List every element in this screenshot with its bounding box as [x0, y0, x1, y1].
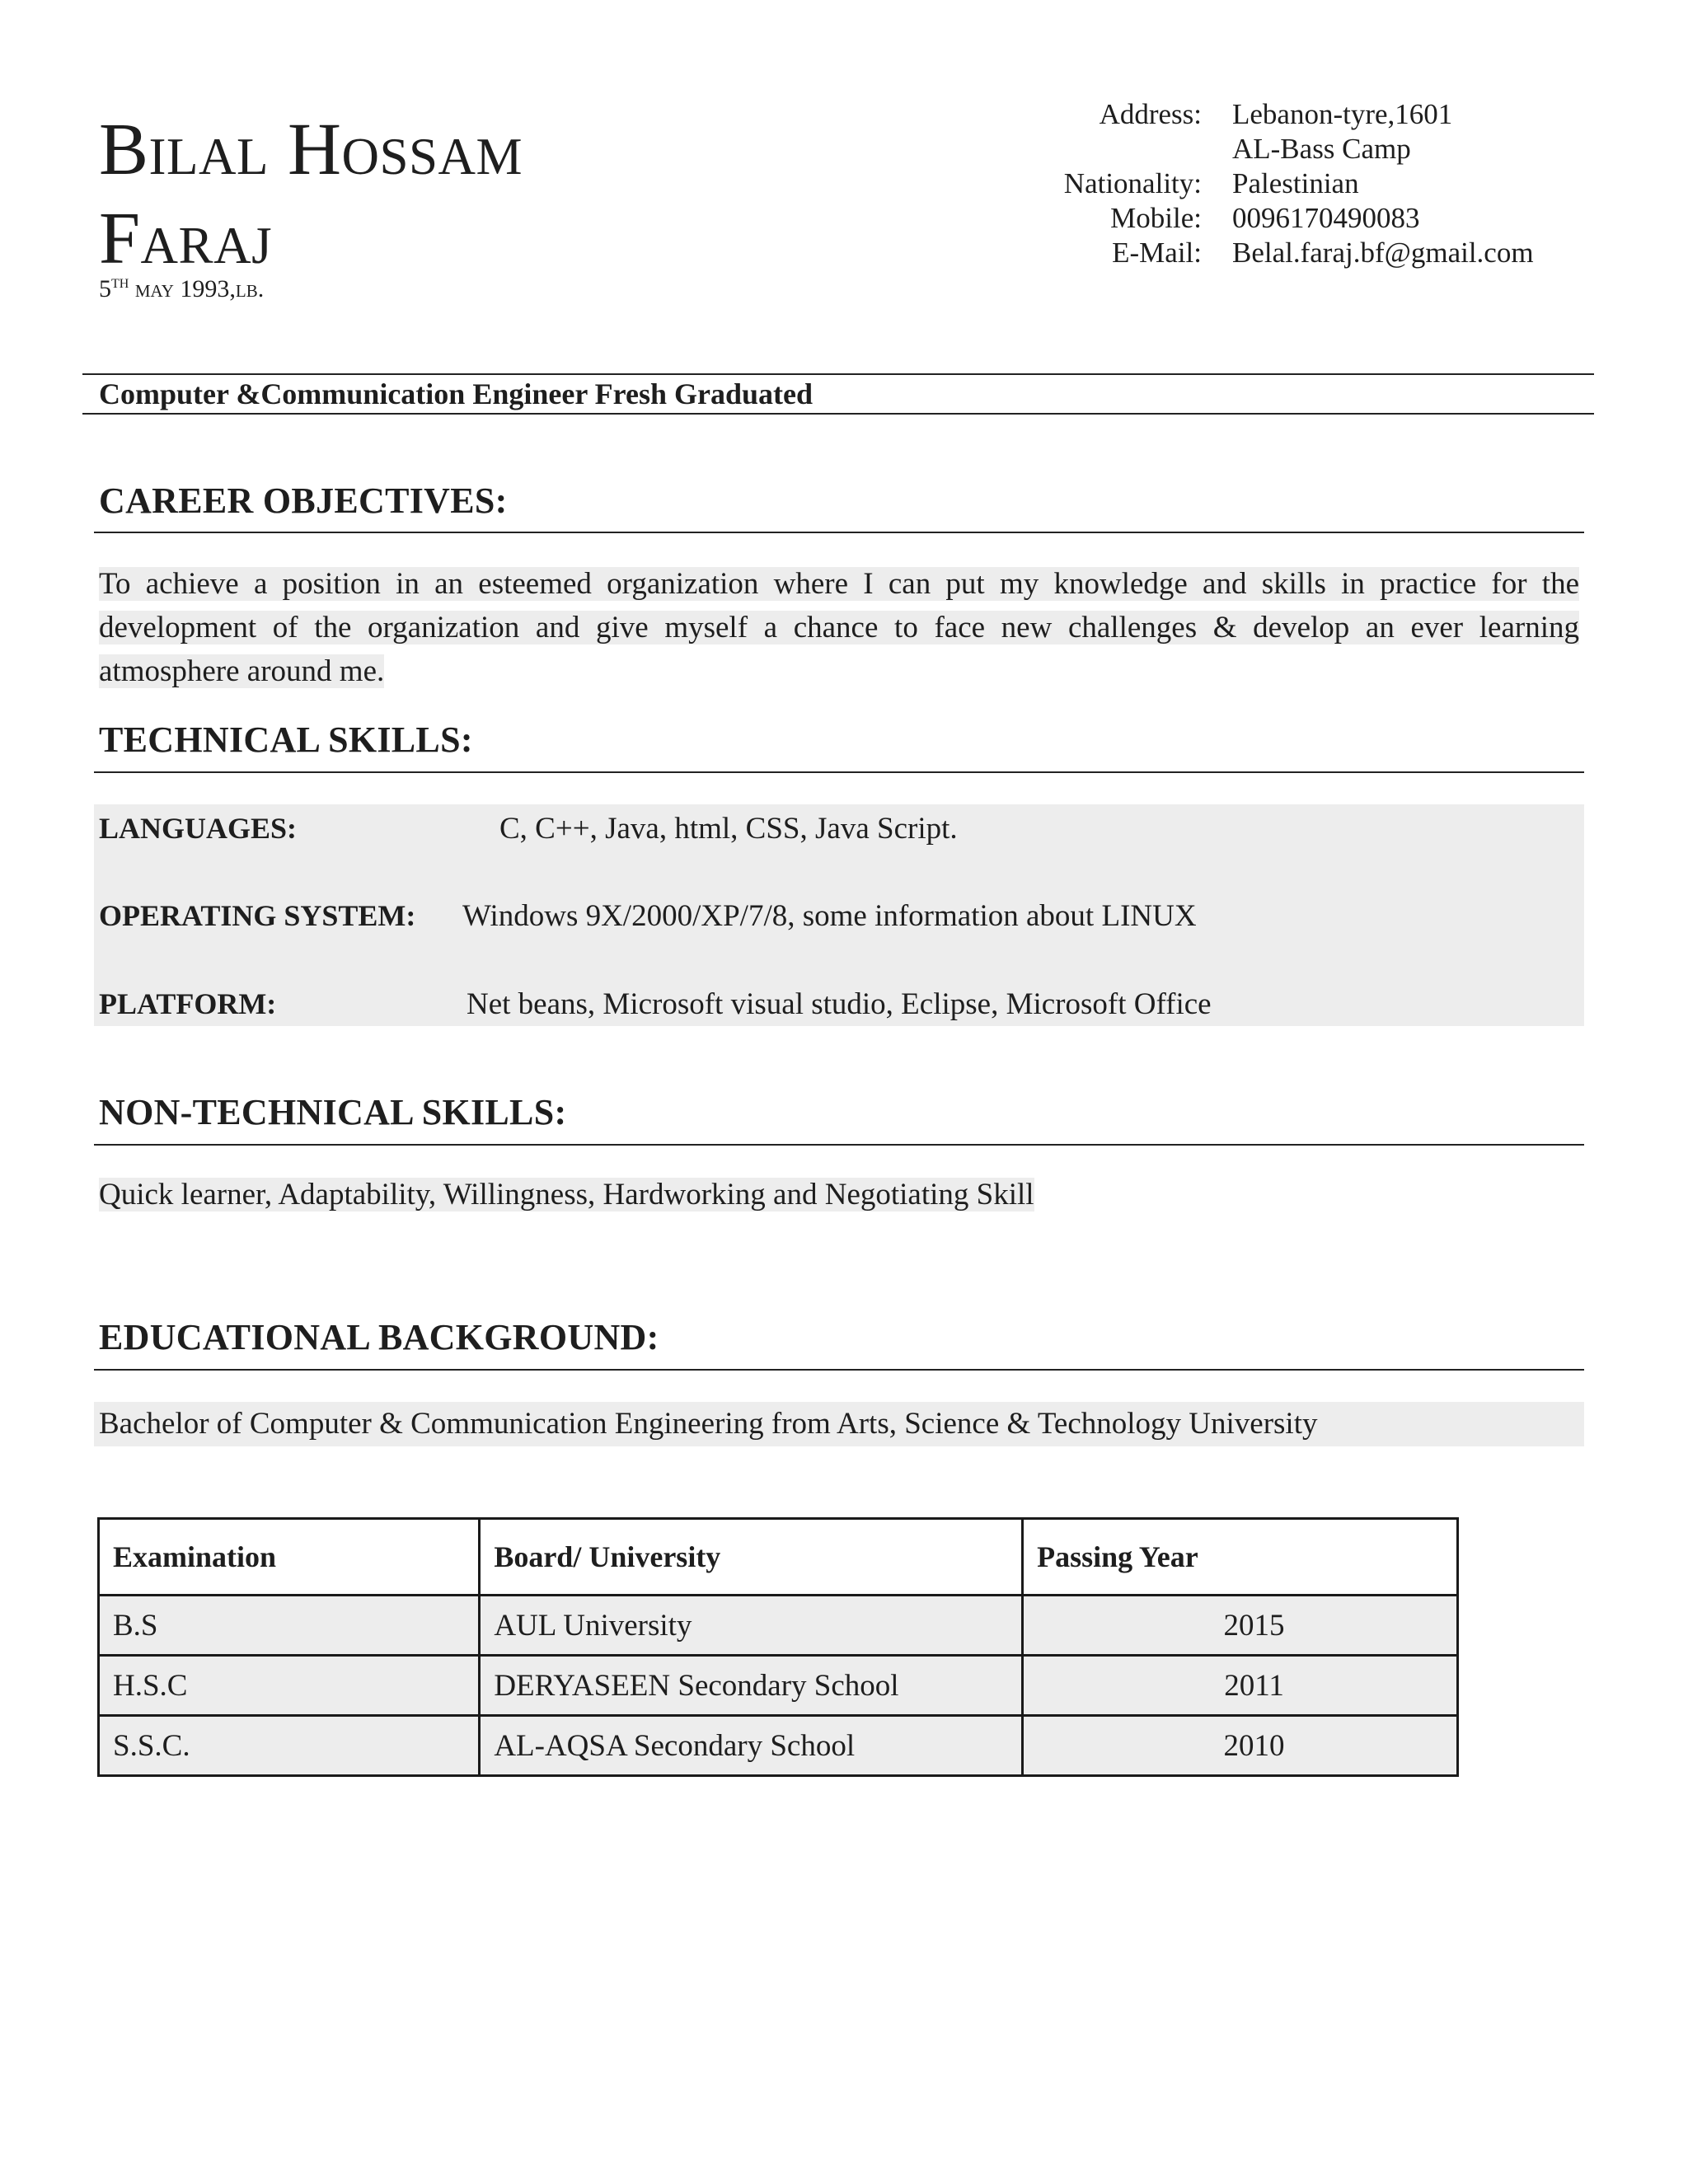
year-cell: 2010	[1023, 1716, 1458, 1776]
skill-value: Windows 9X/2000/XP/7/8, some information about LINUX	[462, 899, 1197, 933]
dob-day: 5	[99, 275, 111, 302]
dob-suffix: TH	[111, 277, 129, 291]
skill-label: LANGUAGES:	[99, 812, 298, 845]
non-technical-skills-body: Quick learner, Adaptability, Willingness, Hardworking and Negotiating Skill	[99, 1178, 1034, 1212]
address-value-line-2: AL-Bass Camp	[1232, 133, 1411, 165]
section-divider	[94, 1144, 1584, 1146]
dob-place: lb.	[235, 275, 265, 302]
column-header: Examination	[99, 1519, 480, 1596]
career-objectives-heading: CAREER OBJECTIVES:	[99, 480, 508, 521]
contact-label: Mobile:	[1110, 202, 1202, 234]
table-row	[99, 1716, 1458, 1776]
degree-text: Bachelor of Computer & Communication Engineering from Arts, Science & Technology University	[99, 1407, 1318, 1441]
board-cell: DERYASEEN Secondary School	[480, 1656, 1023, 1716]
name-line-2: Faraj	[99, 198, 273, 279]
section-divider	[94, 532, 1584, 533]
contact-row	[948, 132, 1534, 166]
headline-bar	[82, 373, 1594, 415]
name-line-1: Bilal Hossam	[99, 109, 523, 190]
nationality-value: Palestinian	[1232, 167, 1359, 199]
contact-row	[948, 201, 1534, 236]
email-value: Belal.faraj.bf@gmail.com	[1232, 237, 1534, 269]
address-value: Lebanon-tyre,1601	[1232, 98, 1453, 130]
date-of-birth	[99, 275, 264, 303]
technical-skills-heading: TECHNICAL SKILLS:	[99, 719, 473, 760]
section-divider	[94, 1369, 1584, 1371]
column-header: Board/ University	[480, 1519, 1023, 1596]
table-header-row	[99, 1519, 1458, 1596]
board-cell: AUL University	[480, 1596, 1023, 1656]
skill-label: OPERATING SYSTEM:	[99, 899, 416, 932]
professional-headline: Computer &Communication Engineer Fresh Graduated	[99, 377, 814, 410]
skill-label: PLATFORM:	[99, 987, 277, 1020]
skill-value: Net beans, Microsoft visual studio, Eclipse, Microsoft Office	[467, 987, 1212, 1021]
dob-month: may	[134, 275, 174, 302]
contact-label	[948, 132, 1202, 166]
mobile-value: 0096170490083	[1232, 202, 1420, 234]
table-row	[99, 1656, 1458, 1716]
contact-block	[948, 97, 1534, 270]
career-objective-text	[99, 562, 1579, 693]
board-cell: AL-AQSA Secondary School	[480, 1716, 1023, 1776]
contact-row	[948, 236, 1534, 270]
career-objective-body: To achieve a position in an esteemed organization where I can put my knowledge and skills in practice for the development of the organization and give myself a chance to face new challenges & develop an ever learning atmosphere around me.	[99, 567, 1579, 688]
exam-cell: H.S.C	[99, 1656, 480, 1716]
educational-background-heading: EDUCATIONAL BACKGROUND:	[99, 1317, 659, 1357]
column-header: Passing Year	[1023, 1519, 1458, 1596]
contact-label: E-Mail:	[1112, 237, 1202, 269]
contact-label: Address:	[1099, 98, 1202, 130]
non-technical-skills-heading: NON-TECHNICAL SKILLS:	[99, 1092, 567, 1132]
skill-value: C, C++, Java, html, CSS, Java Script.	[499, 812, 958, 846]
year-cell: 2011	[1023, 1656, 1458, 1716]
year-cell: 2015	[1023, 1596, 1458, 1656]
candidate-name	[99, 105, 841, 284]
non-technical-skills-text	[99, 1177, 1034, 1212]
contact-row	[948, 97, 1534, 132]
table-row	[99, 1596, 1458, 1656]
contact-label: Nationality:	[1063, 167, 1202, 199]
dob-year: 1993,	[180, 275, 236, 302]
exam-cell: S.S.C.	[99, 1716, 480, 1776]
contact-row	[948, 166, 1534, 201]
exam-cell: B.S	[99, 1596, 480, 1656]
education-table	[97, 1517, 1459, 1777]
section-divider	[94, 771, 1584, 773]
